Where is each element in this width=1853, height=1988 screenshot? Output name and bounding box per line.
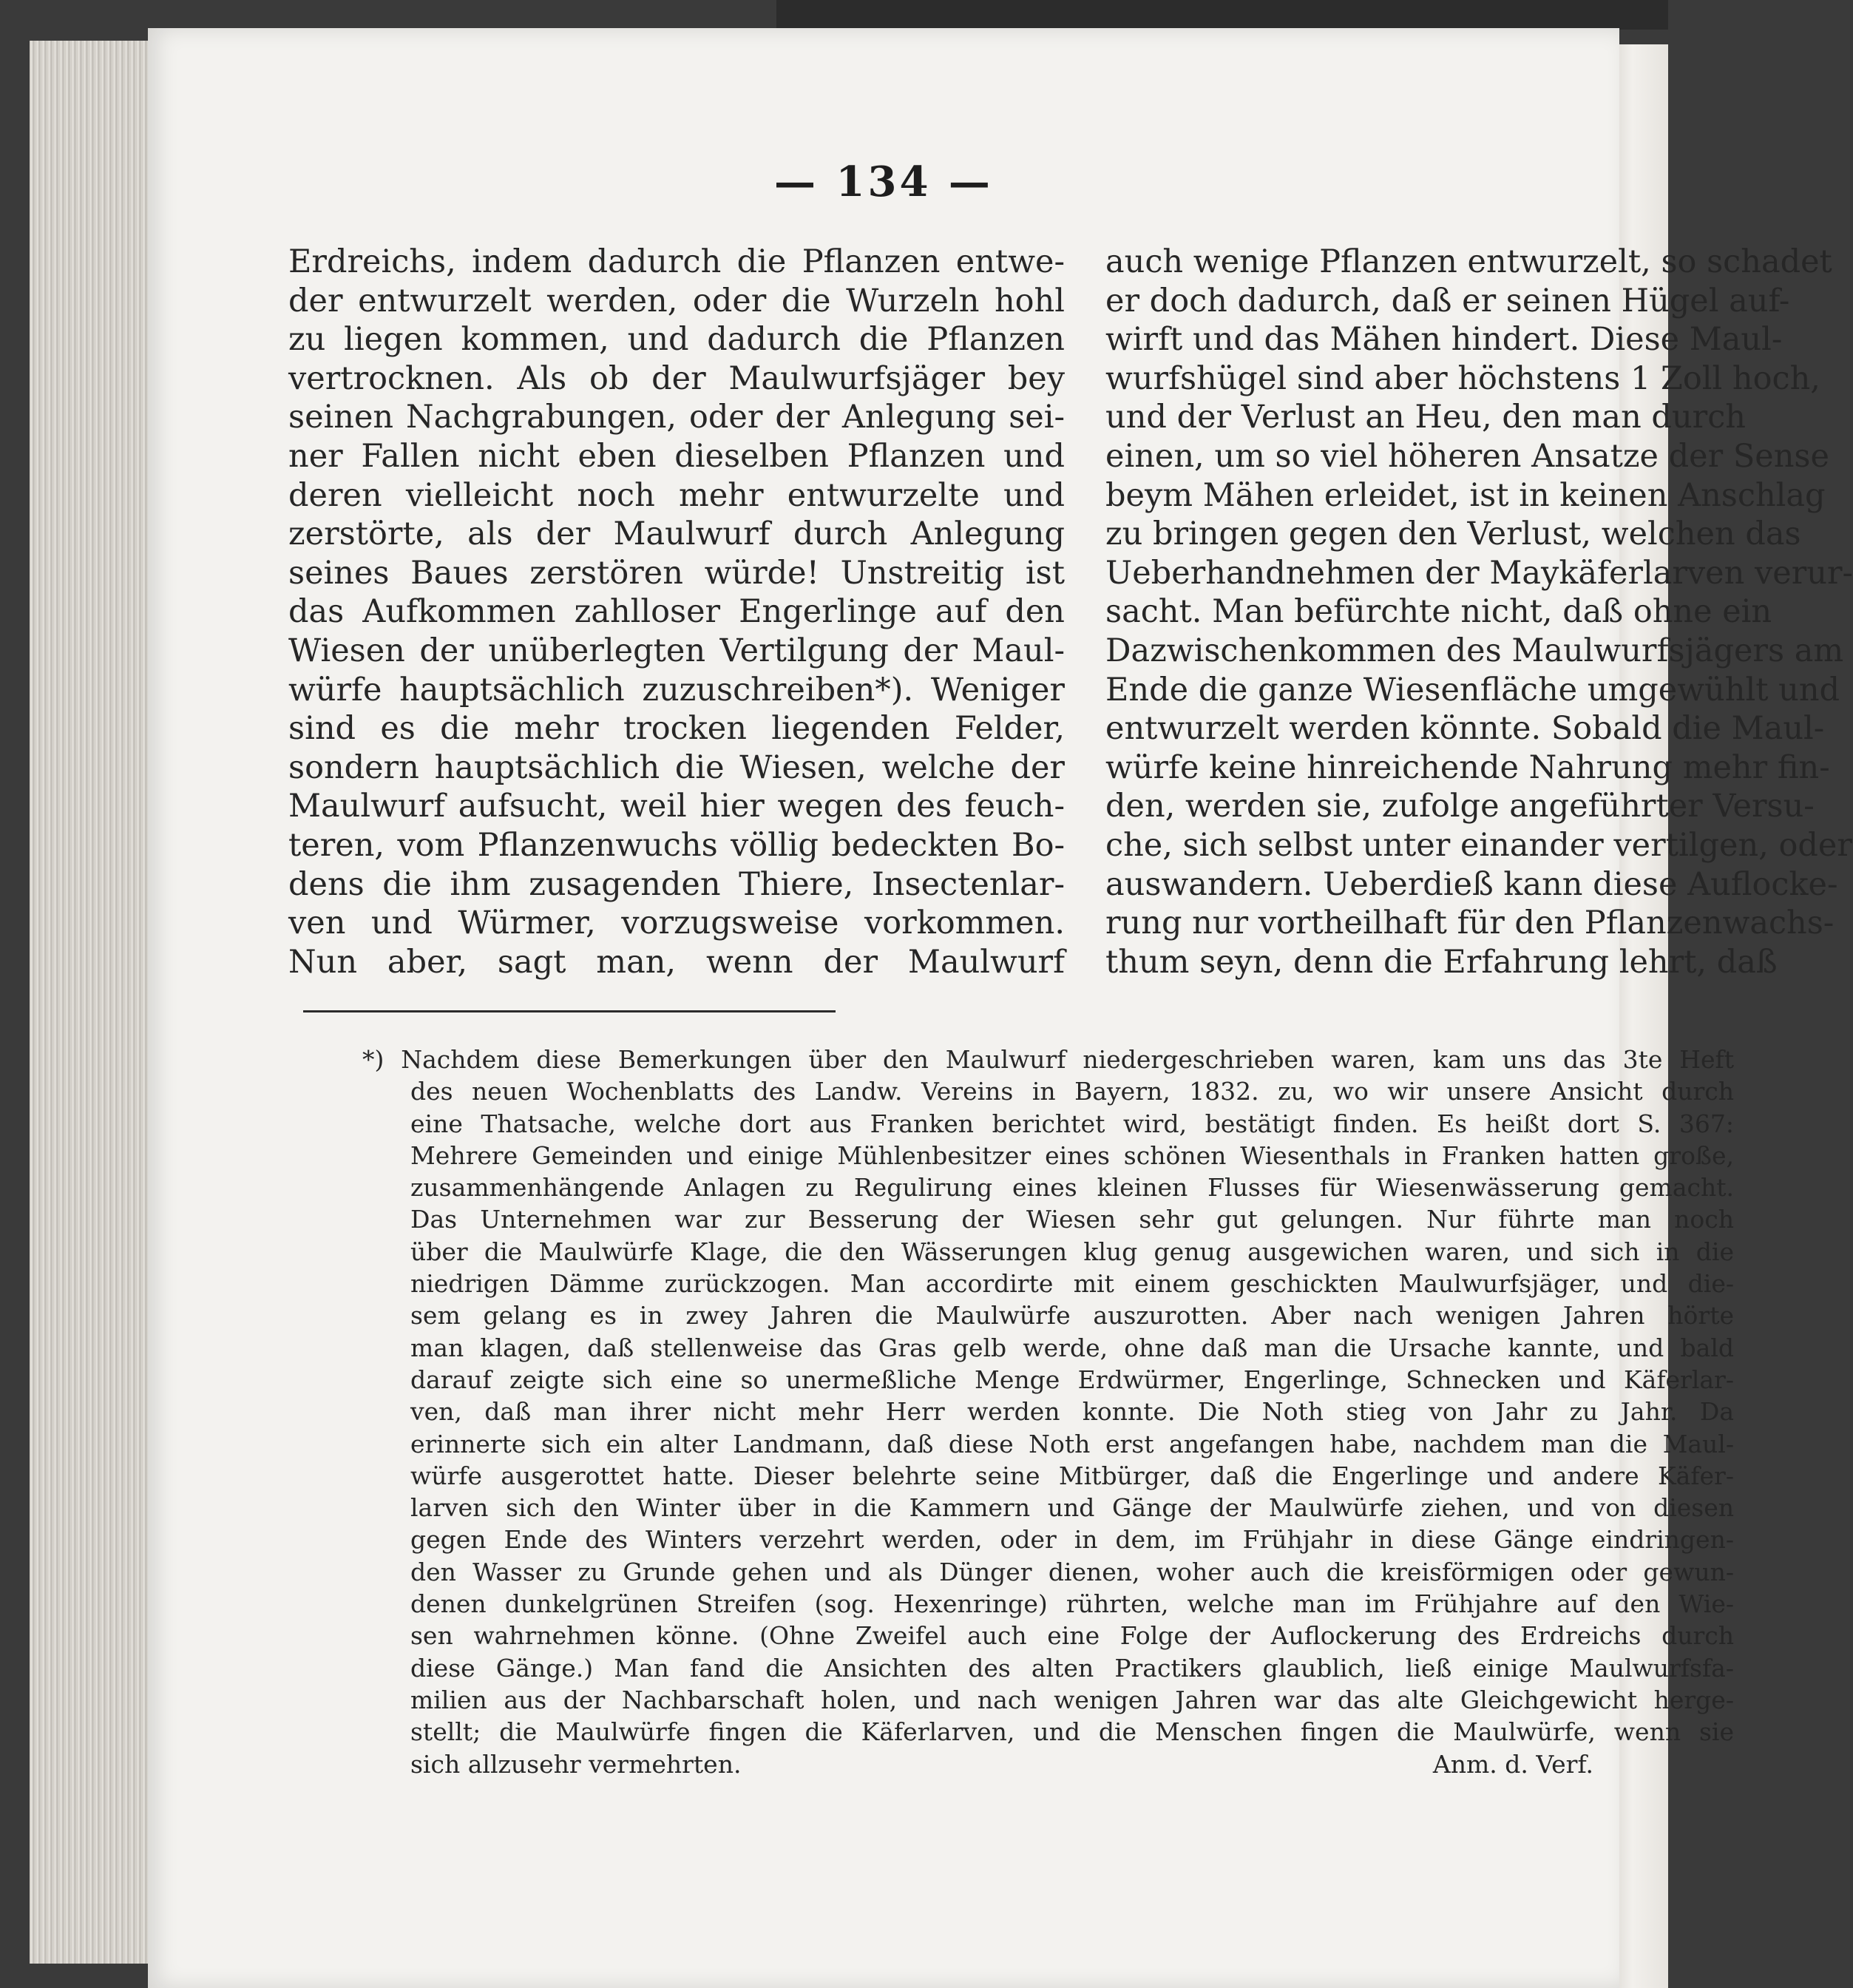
page-number: — 134 — [774, 158, 993, 206]
background-edge [776, 0, 1668, 30]
text-line: den, werden sie, zufolge angeführter Versu- [1105, 788, 1815, 825]
text-line: wirft und das Mähen hindert. Diese Maul- [1105, 321, 1783, 359]
footnote-line: eine Thatsache, welche dort aus Franken berichtet wird, bestätigt finden. Es heißt dort S. 367: [410, 1109, 1734, 1138]
footnote-line: diese Gänge.) Man fand die Ansichten des alten Practikers glaublich, ließ einige Maulwurfsfa- [410, 1653, 1734, 1683]
text-line: er doch dadurch, daß er seinen Hügel auf- [1105, 282, 1790, 320]
text-line: dens die ihm zusagenden Thiere, Insectenlar- [288, 865, 1065, 903]
text-line: der entwurzelt werden, oder die Wurzeln hohl [288, 282, 1065, 320]
footnote-line: Das Unternehmen war zur Besserung der Wiesen sehr gut gelungen. Nur führte man noch [410, 1205, 1734, 1234]
footnote-last-text: sich allzusehr vermehrten. [410, 1749, 742, 1779]
footnote-line: erinnerte sich ein alter Landmann, daß diese Noth erst angefangen habe, nachdem man die Maul- [410, 1429, 1734, 1458]
page-stack-left [30, 41, 155, 1964]
text-line: Wiesen der unüberlegten Vertilgung der Maul- [288, 632, 1065, 669]
footnote-last-line [410, 1748, 1734, 1780]
text-line: seinen Nachgrabungen, oder der Anlegung sei- [288, 399, 1065, 436]
text-line: zu bringen gegen den Verlust, welchen das [1105, 515, 1801, 553]
text-line: Maulwurf aufsucht, weil hier wegen des feuch- [288, 788, 1065, 825]
text-line: einen, um so viel höheren Ansatze der Sense [1105, 437, 1829, 475]
footnote-line: niedrigen Dämme zurückzogen. Man accordirte mit einem geschickten Maulwurfsjäger, und die- [410, 1269, 1734, 1299]
text-line: würfe keine hinreichende Nahrung mehr fin- [1105, 748, 1830, 786]
text-line: zerstörte, als der Maulwurf durch Anlegung [288, 515, 1065, 553]
footnote-rule [303, 1010, 836, 1012]
text-line: rung nur vortheilhaft für den Pflanzenwachs- [1105, 905, 1835, 942]
left-column [288, 243, 1065, 981]
text-line: Ende die ganze Wiesenfläche umgewühlt und [1105, 671, 1840, 709]
footnote-line: man klagen, daß stellenweise das Gras gelb werde, ohne daß man die Ursache kannte, und bald [410, 1333, 1734, 1362]
text-line: Dazwischenkommen des Maulwurfsjägers am [1105, 632, 1844, 669]
text-line: ner Fallen nicht eben dieselben Pflanzen und [288, 437, 1065, 475]
text-line: zu liegen kommen, und dadurch die Pflanzen [288, 321, 1065, 359]
book-page [148, 28, 1853, 1988]
footnote-line: sem gelang es in zwey Jahren die Maulwürfe auszurotten. Aber nach wenigen Jahren hörte [410, 1301, 1734, 1331]
text-line: ven und Würmer, vorzugsweise vorkommen. [288, 905, 1065, 942]
text-line: auswandern. Ueberdieß kann diese Auflocke- [1105, 865, 1838, 903]
text-line: sacht. Man befürchte nicht, daß ohne ein [1105, 593, 1772, 631]
footnote-line: milien aus der Nachbarschaft holen, und nach wenigen Jahren war das alte Gleichgewicht herge- [410, 1685, 1734, 1714]
text-line: sind es die mehr trocken liegenden Felder, [288, 710, 1065, 748]
footnote-line: des neuen Wochenblatts des Landw. Vereins in Bayern, 1832. zu, wo wir unsere Ansicht durch [410, 1077, 1734, 1106]
text-line: seines Baues zerstören würde! Unstreitig ist [288, 554, 1065, 592]
text-line: würfe hauptsächlich zuzuschreiben*). Weniger [288, 671, 1065, 709]
text-line: das Aufkommen zahlloser Engerlinge auf den [288, 593, 1065, 631]
text-line: Ueberhandnehmen der Maykäferlarven verur- [1105, 554, 1853, 592]
text-line: beym Mähen erleidet, ist in keinen Anschlag [1105, 476, 1826, 514]
footnote-line: gegen Ende des Winters verzehrt werden, oder in dem, im Frühjahr in diese Gänge eindringen- [410, 1525, 1734, 1555]
footnote-line: über die Maulwürfe Klage, die den Wässerungen klug genug ausgewichen waren, und sich in die [410, 1237, 1734, 1266]
footnote-line: larven sich den Winter über in die Kammern und Gänge der Maulwürfe ziehen, und von diesen [410, 1493, 1734, 1523]
text-line: Nun aber, sagt man, wenn der Maulwurf [288, 943, 1065, 981]
text-line: thum seyn, denn die Erfahrung lehrt, daß [1105, 943, 1778, 981]
footnote-line: den Wasser zu Grunde gehen und als Dünger dienen, woher auch die kreisförmigen oder gewun- [410, 1557, 1734, 1586]
footnote-line: darauf zeigte sich eine so unermeßliche Menge Erdwürmer, Engerlinge, Schnecken und Käferlar- [410, 1365, 1734, 1394]
footnote-line: denen dunkelgrünen Streifen (sog. Hexenringe) rührten, welche man im Frühjahre auf den Wie- [410, 1589, 1734, 1619]
text-line: teren, vom Pflanzenwuchs völlig bedeckten Bo- [288, 826, 1065, 864]
footnote [362, 1044, 1734, 1780]
footnote-line: zusammenhängende Anlagen zu Regulirung eines kleinen Flusses für Wiesenwässerung gemacht. [410, 1173, 1734, 1203]
footnote-line: sen wahrnehmen könne. (Ohne Zweifel auch eine Folge der Auflockerung des Erdreichs durch [410, 1621, 1734, 1651]
text-line: entwurzelt werden könnte. Sobald die Maul- [1105, 710, 1825, 748]
text-line: auch wenige Pflanzen entwurzelt, so schadet [1105, 243, 1832, 280]
text-line: deren vielleicht noch mehr entwurzelte und [288, 476, 1065, 514]
footnote-line: ven, daß man ihrer nicht mehr Herr werden konnte. Die Noth stieg von Jahr zu Jahr. Da [410, 1397, 1734, 1427]
text-line: che, sich selbst unter einander vertilgen, oder [1105, 826, 1852, 864]
text-line: und der Verlust an Heu, den man durch [1105, 399, 1746, 436]
footnote-line: Mehrere Gemeinden und einige Mühlenbesitzer eines schönen Wiesenthals in Franken hatten große, [410, 1140, 1734, 1170]
footnote-line: würfe ausgerottet hatte. Dieser belehrte seine Mitbürger, daß die Engerlinge und andere Käfer- [410, 1461, 1734, 1490]
text-line: sondern hauptsächlich die Wiesen, welche der [288, 748, 1065, 786]
footnote-signature: Anm. d. Verf. [1432, 1749, 1593, 1779]
text-line: vertrocknen. Als ob der Maulwurfsjäger bey [288, 359, 1065, 397]
footnote-line: stellt; die Maulwürfe fingen die Käferlarven, und die Menschen fingen die Maulwürfe, wenn sie [410, 1717, 1734, 1747]
text-line: wurfshügel sind aber höchstens 1 Zoll hoch, [1105, 359, 1820, 397]
footnote-line: *) Nachdem diese Bemerkungen über den Maulwurf niedergeschrieben waren, kam uns das 3te Heft [362, 1045, 1734, 1074]
right-column [1105, 243, 1853, 981]
text-line: Erdreichs, indem dadurch die Pflanzen entwe- [288, 243, 1065, 280]
